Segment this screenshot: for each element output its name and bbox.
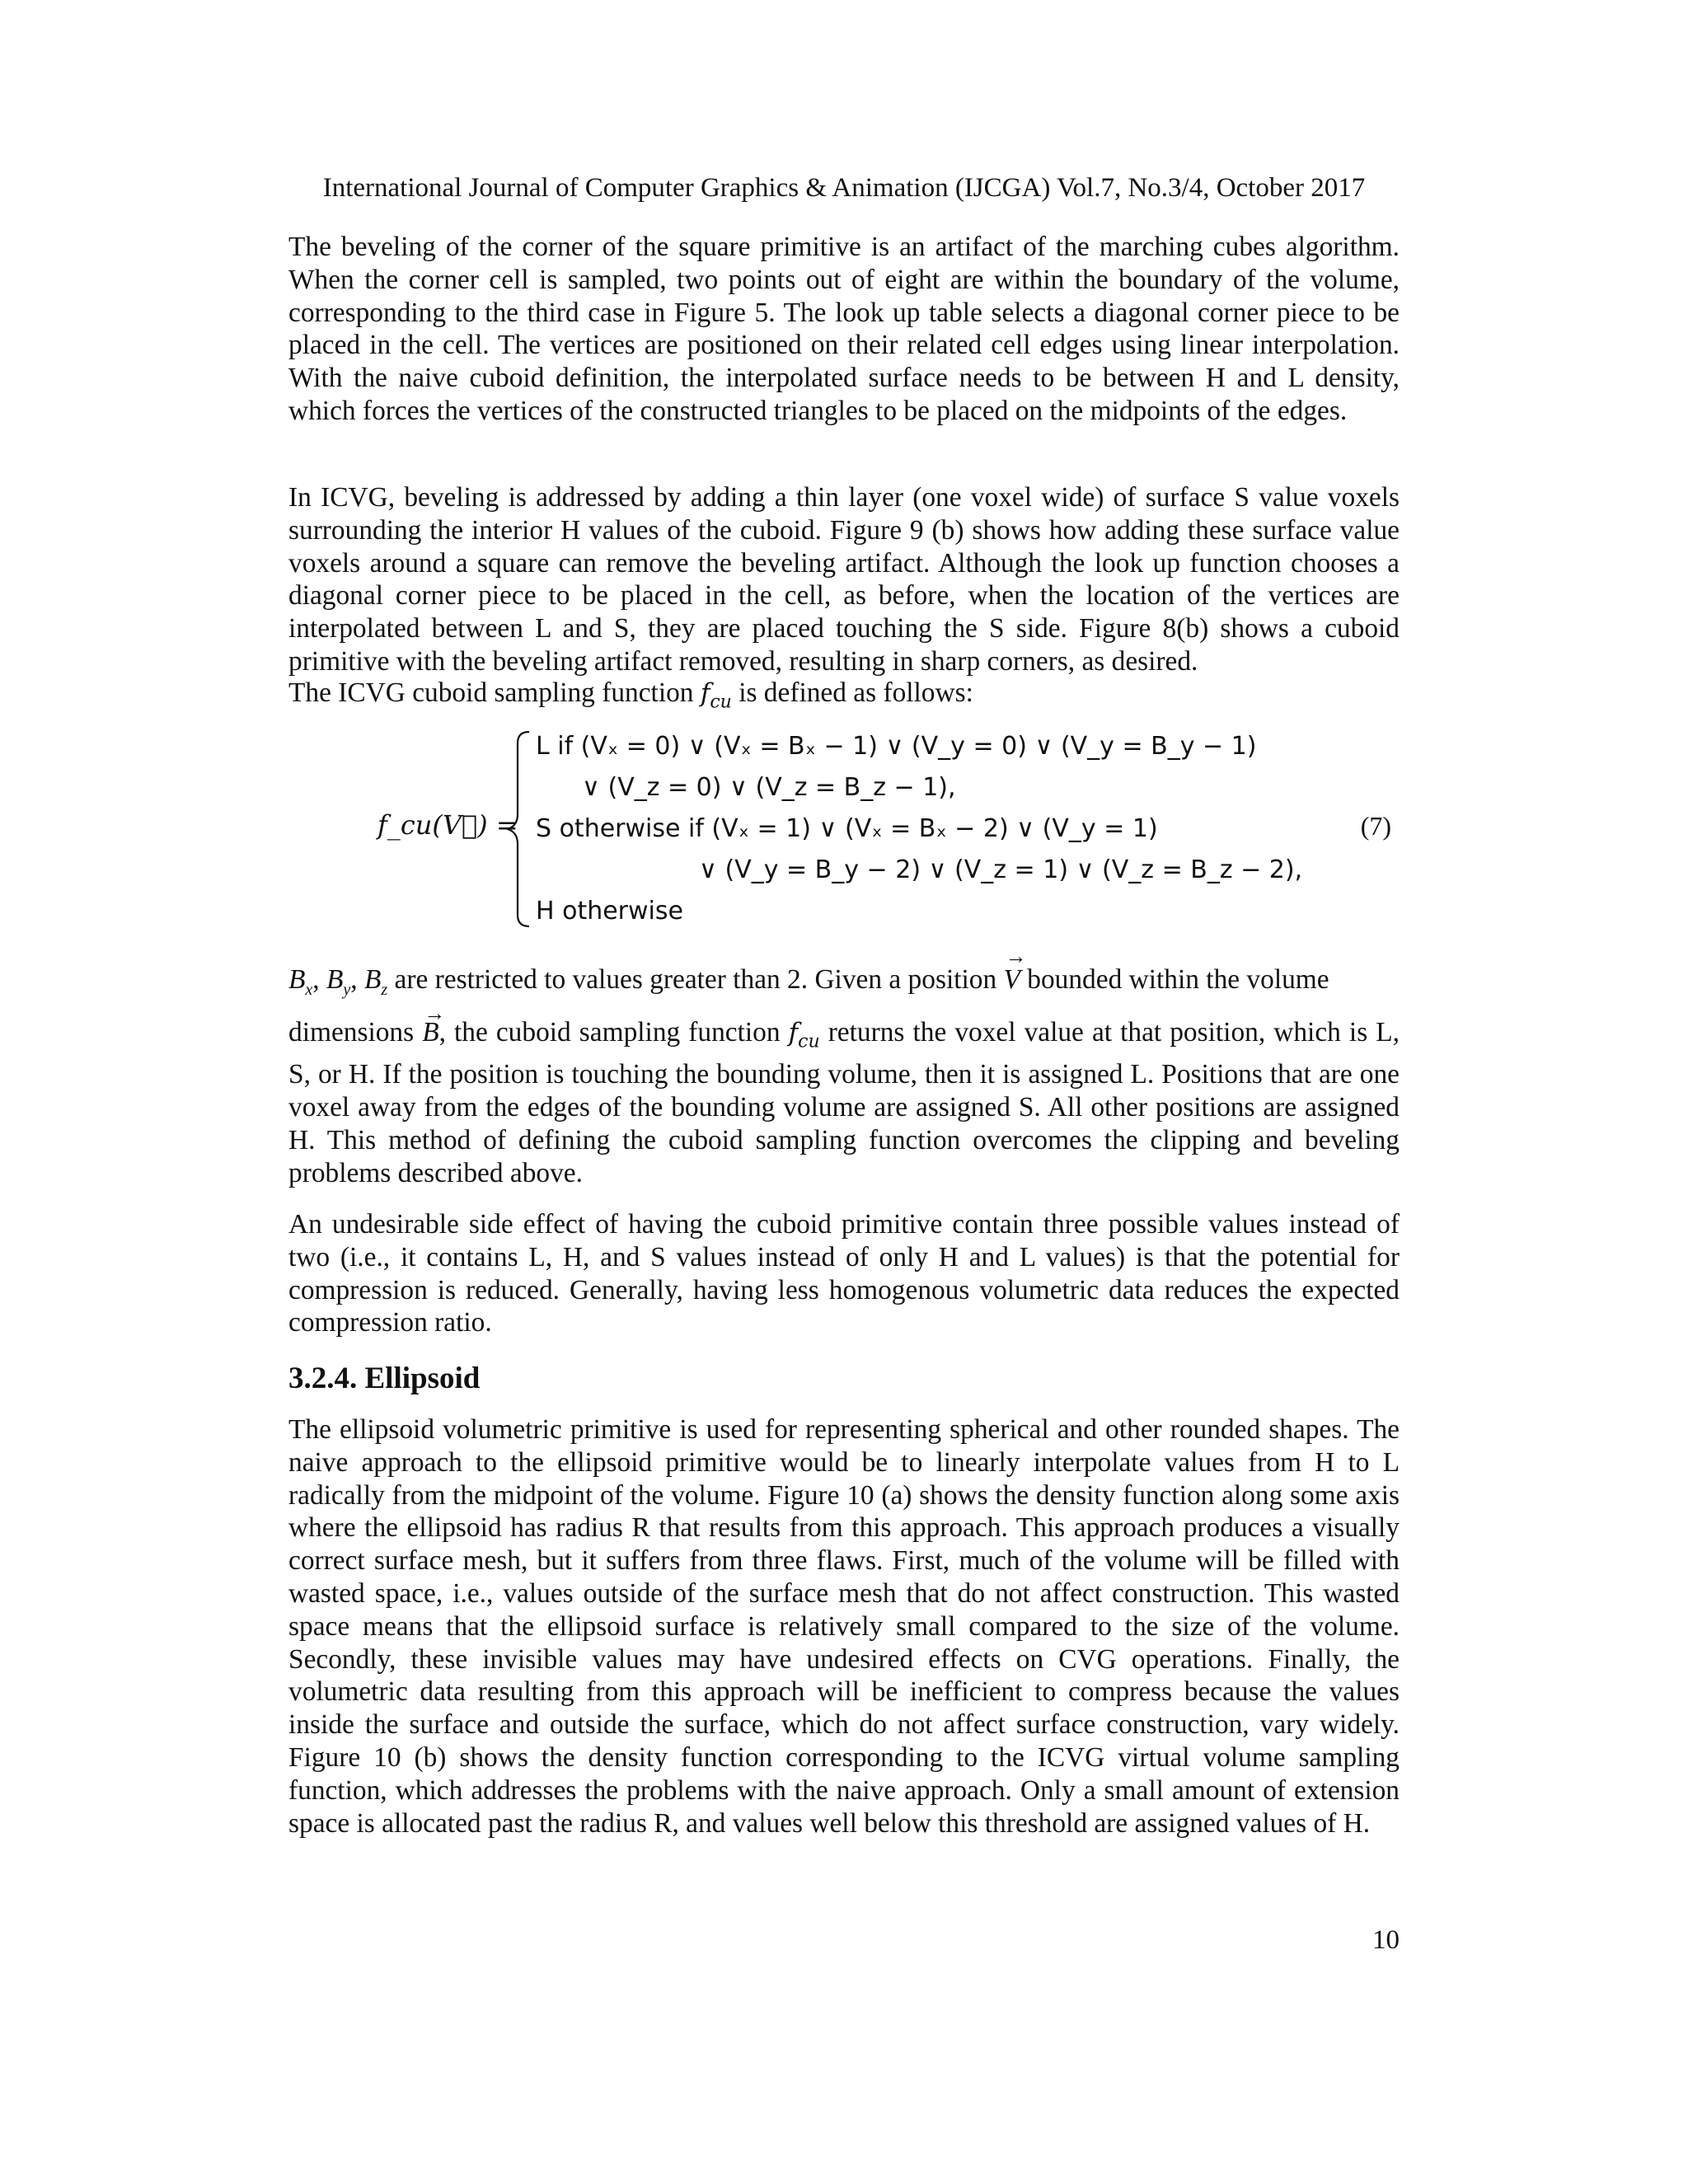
paragraph-icvg-beveling: In ICVG, beveling is addressed by adding a thin layer (one voxel wide) of surface S value voxels surrounding the interior H values of the cuboid. Figure 9 (b) shows how adding these surface value voxels around a square can remove the beveling artifact. Although the look up function chooses a diagonal corner piece to be placed in the cell, as before, when the location of the vertices are interpolated between L and S, they are placed touching the S side. Figure 8(b) shows a cuboid primitive with the beveling artifact removed, resulting in sharp corners, as desired.: [288, 482, 1400, 677]
vector-b: → B: [422, 1001, 446, 1047]
section-heading-ellipsoid: 3.2.4. Ellipsoid: [288, 1361, 481, 1395]
paragraph-bounds-body: dimensions → B, the cuboid sampling function $f_{cu}$ returns the voxel value at that position, which is L, S, or H. If the position is touching the bounding volume, then it is assigned L. Positions that are one voxel away from the edges of the bounding volume are assigned S. All other positions are assigned H. This method of defining the cuboid sampling function overcomes the clipping and beveling problems described above.: [288, 1001, 1400, 1188]
paragraph-ellipsoid: The ellipsoid volumetric primitive is used for representing spherical and other rounded shapes. The naive approach to the ellipsoid primitive would be to linearly interpolate values from H to L radically from the midpoint of the volume. Figure 10 (a) shows the density function along some axis where the ellipsoid has radius R that results from this approach. This approach produces a visually correct surface mesh, but it suffers from three flaws. First, much of the volume will be filled with wasted space, i.e., values outside of the surface mesh that do not affect construction. This wasted space means that the ellipsoid surface is relatively small compared to the size of the volume. Secondly, these invisible values may have undesired effects on CVG operations. Finally, the volumetric data resulting from this approach will be inefficient to compress because the values inside the surface and outside the surface, which do not affect surface construction, vary widely. Figure 10 (b) shows the density function corresponding to the ICVG virtual volume sampling function, which addresses the problems with the naive approach. Only a small amount of extension space is allocated past the radius R, and values well below this threshold are assigned values of H.: [288, 1414, 1400, 1839]
paragraph-bounds-first-line: $B_x$, $B_y$, $B_z$ are restricted to values greater than 2. Given a position → V bounded within the volume: [288, 944, 1329, 999]
equation-intro: The ICVG cuboid sampling function $f_{cu}$ is defined as follows:: [288, 677, 973, 713]
running-header: International Journal of Computer Graphics & Animation (IJCGA) Vol.7, No.3/4, October 2017: [322, 173, 1366, 203]
equation-line-1: L if (Vₓ = 0) ∨ (Vₓ = Bₓ − 1) ∨ (V_y = 0) ∨ (V_y = B_y − 1): [536, 732, 1257, 761]
equation-7: [288, 725, 1400, 940]
page-number: 10: [1372, 1925, 1400, 1955]
equation-number: (7): [1360, 811, 1391, 841]
equation-line-4: ∨ (V_y = B_y − 2) ∨ (V_z = 1) ∨ (V_z = B_z − 2),: [699, 855, 1303, 884]
equation-line-3: S otherwise if (Vₓ = 1) ∨ (Vₓ = Bₓ − 2) ∨ (V_y = 1): [536, 814, 1158, 843]
paragraph-beveling: The beveling of the corner of the square primitive is an artifact of the marching cubes algorithm. When the corner cell is sampled, two points out of eight are within the boundary of the volume, corresponding to the third case in Figure 5. The look up table selects a diagonal corner piece to be placed in the cell. The vertices are positioned on their related cell edges using linear interpolation. With the naive cuboid definition, the interpolated surface needs to be between H and L density, which forces the vertices of the constructed triangles to be placed on the midpoints of the edges.: [288, 232, 1400, 426]
equation-line-5: H otherwise: [536, 897, 683, 926]
paragraph-side-effect: An undesirable side effect of having the cuboid primitive contain three possible values instead of two (i.e., it contains L, H, and S values instead of only H and L values) is that the potential for compression is reduced. Generally, having less homogenous volumetric data reduces the expected compression ratio.: [288, 1209, 1400, 1338]
vector-v: → V: [1003, 944, 1027, 995]
equation-lhs: f_cu(V⃗) =: [377, 809, 518, 841]
equation-line-2: ∨ (V_z = 0) ∨ (V_z = B_z − 1),: [582, 773, 956, 802]
